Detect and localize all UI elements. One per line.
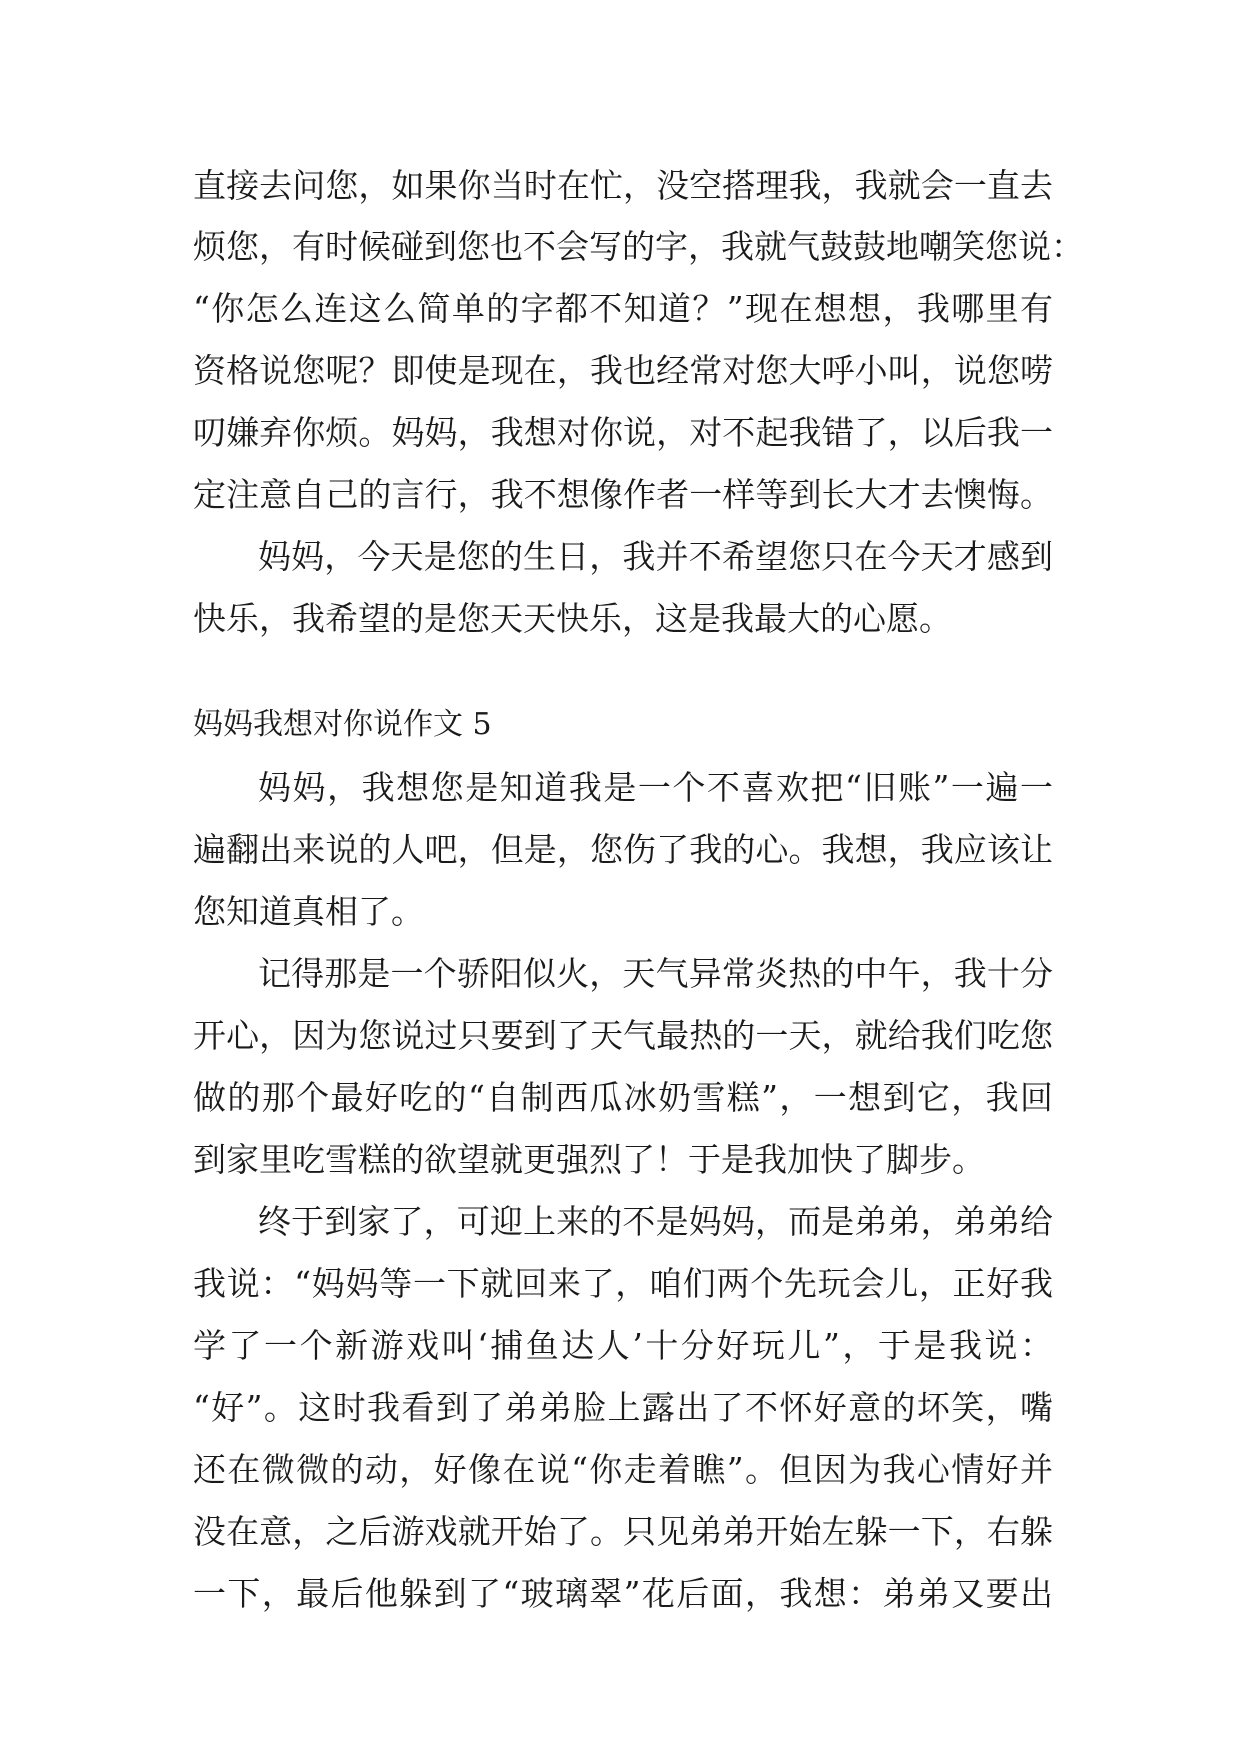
text-line: 直接去问您，如果你当时在忙，没空搭理我，我就会一直去 <box>193 166 1053 205</box>
text-line: 烦您，有时候碰到您也不会写的字，我就气鼓鼓地嘲笑您说： <box>193 227 1084 266</box>
text-line: 到家里吃雪糕的欲望就更强烈了！于是我加快了脚步。 <box>193 1140 985 1179</box>
text-line: 记得那是一个骄阳似火，天气异常炎热的中午，我十分 <box>258 954 1053 993</box>
text-line: 一下，最后他躲到了“玻璃翠”花后面，我想：弟弟又要出 <box>193 1574 1053 1613</box>
text-line: 您知道真相了。 <box>193 892 424 931</box>
text-line: 学了一个新游戏叫‘捕鱼达人’十分好玩儿”，于是我说： <box>193 1326 1053 1365</box>
text-line: 终于到家了，可迎上来的不是妈妈，而是弟弟，弟弟给 <box>258 1202 1053 1241</box>
text-line: “你怎么连这么简单的字都不知道？”现在想想，我哪里有 <box>193 289 1053 328</box>
text-line: 遍翻出来说的人吧，但是，您伤了我的心。我想，我应该让 <box>193 830 1053 869</box>
text-line: 叨嫌弃你烦。妈妈，我想对你说，对不起我错了，以后我一 <box>193 413 1053 452</box>
text-line: 妈妈，我想您是知道我是一个不喜欢把“旧账”一遍一 <box>258 768 1053 807</box>
text-line: 我说：“妈妈等一下就回来了，咱们两个先玩会儿，正好我 <box>193 1264 1053 1303</box>
text-line: 快乐，我希望的是您天天快乐，这是我最大的心愿。 <box>193 599 952 638</box>
text-line: 做的那个最好吃的“自制西瓜冰奶雪糕”，一想到它，我回 <box>193 1078 1053 1117</box>
text-line: 没在意，之后游戏就开始了。只见弟弟开始左躲一下，右躲 <box>193 1512 1053 1551</box>
text-line: “好”。这时我看到了弟弟脸上露出了不怀好意的坏笑，嘴 <box>193 1388 1053 1427</box>
section-heading: 妈妈我想对你说作文 5 <box>193 707 492 742</box>
text-line: 定注意自己的言行，我不想像作者一样等到长大才去懊悔。 <box>193 475 1053 514</box>
text-line: 资格说您呢？即使是现在，我也经常对您大呼小叫，说您唠 <box>193 351 1053 390</box>
text-line: 妈妈，今天是您的生日，我并不希望您只在今天才感到 <box>258 537 1053 576</box>
text-line: 开心，因为您说过只要到了天气最热的一天，就给我们吃您 <box>193 1016 1053 1055</box>
text-line: 还在微微的动，好像在说“你走着瞧”。但因为我心情好并 <box>193 1450 1053 1489</box>
